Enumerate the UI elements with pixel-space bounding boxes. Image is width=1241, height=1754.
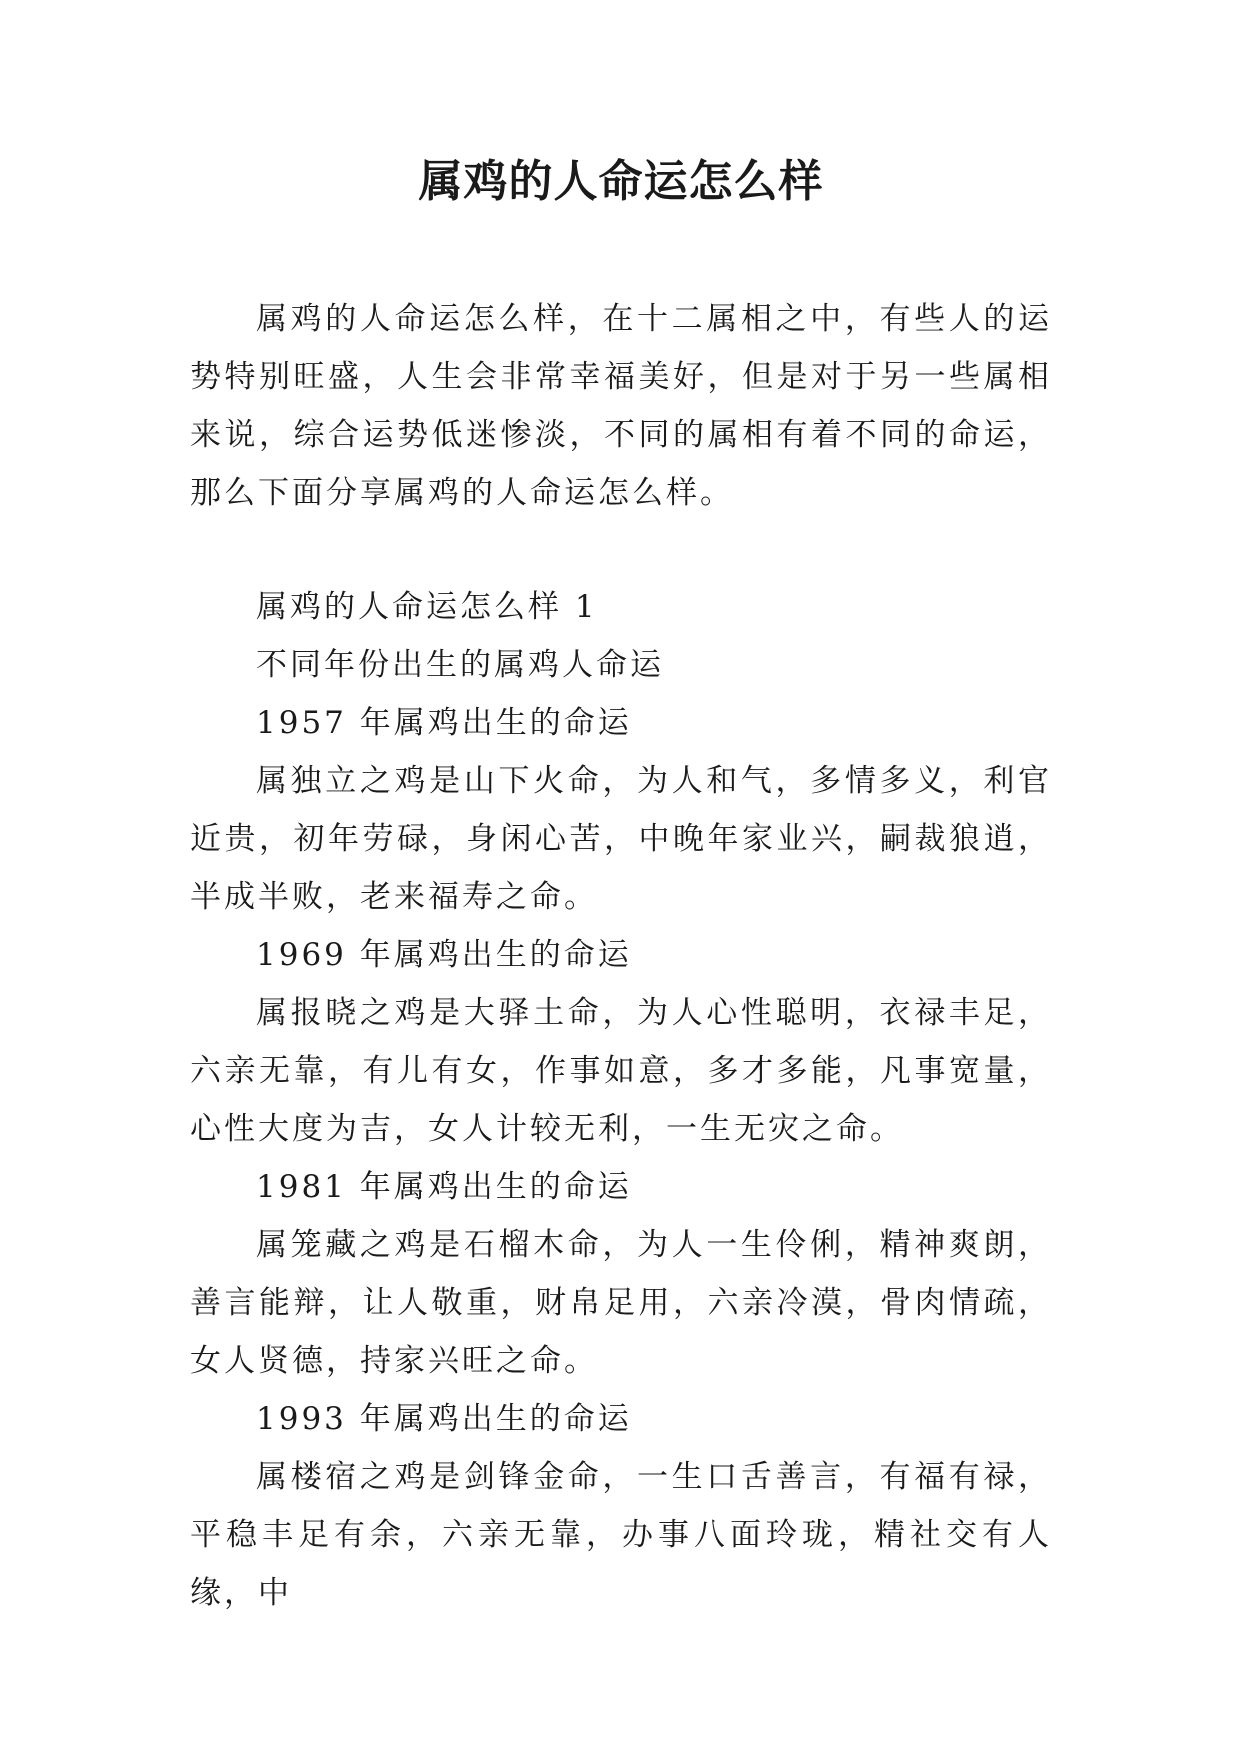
year-heading-1981: 1981 年属鸡出生的命运 [256,1169,632,1205]
year-paragraph-1969: 属报晓之鸡是大驿土命，为人心性聪明，衣禄丰足，六亲无靠，有儿有女，作事如意，多才多能，凡事宽量，心性大度为吉，女人计较无利，一生无灾之命。 [190,995,1052,1147]
year-heading-1993: 1993 年属鸡出生的命运 [256,1401,632,1437]
year-paragraph-1957: 属独立之鸡是山下火命，为人和气，多情多义，利官近贵，初年劳碌，身闲心苦，中晚年家业兴，嗣裁狼逍，半成半败，老来福寿之命。 [190,763,1052,915]
document-body [190,290,1052,1622]
intro-paragraph: 属鸡的人命运怎么样，在十二属相之中，有些人的运势特别旺盛，人生会非常幸福美好，但是对于另一些属相来说，综合运势低迷惨淡，不同的属相有着不同的命运，那么下面分享属鸡的人命运怎么样。 [190,301,1052,511]
document-title: 属鸡的人命运怎么样 [418,156,824,207]
year-heading-1957: 1957 年属鸡出生的命运 [256,705,632,741]
subheading: 不同年份出生的属鸡人命运 [256,647,664,683]
year-heading-1969: 1969 年属鸡出生的命运 [256,937,632,973]
year-paragraph-1981: 属笼藏之鸡是石榴木命，为人一生伶俐，精神爽朗，善言能辩，让人敬重，财帛足用，六亲冷漠，骨肉情疏，女人贤德，持家兴旺之命。 [190,1227,1052,1379]
section-heading: 属鸡的人命运怎么样 1 [256,589,598,625]
year-paragraph-1993: 属楼宿之鸡是剑锋金命，一生口舌善言，有福有禄，平稳丰足有余，六亲无靠，办事八面玲珑，精社交有人缘，中 [190,1459,1052,1611]
